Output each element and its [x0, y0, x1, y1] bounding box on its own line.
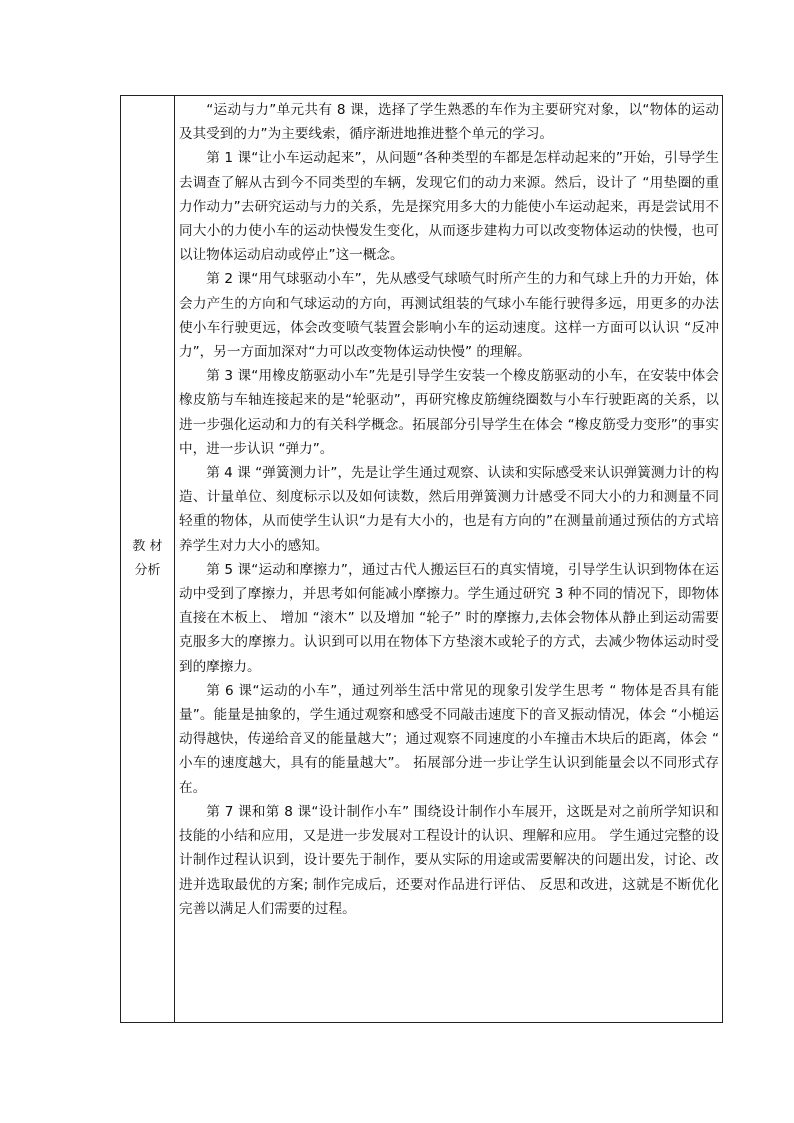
paragraph-intro: “运动与力”单元共有 8 课，选择了学生熟悉的车作为主要研究对象，以“物体的运动及其受到的力”为主要线索，循序渐进地推进整个单元的学习。: [179, 102, 719, 143]
paragraph-lesson-3: 第 3 课“用橡皮筋驱动小车”先是引导学生安装一个橡皮筋驱动的小车，在安装中体会橡皮筋与车轴连接起来的是“轮驱动”，再研究橡皮筋缠绕圈数与小车行驶距离的关系，以进一步强化运动和力的有关科学概念。拓展部分引导学生在体会 “橡皮筋受力变形”的事实中，进一步认识 “弹力”。: [179, 368, 719, 457]
paragraph-lesson-1: 第 1 课“让小车运动起来”，从问题“各种类型的车都是怎样动起来的”开始，引导学生去调查了解从古到今不同类型的车辆，发现它们的动力来源。然后，设计了 “用垫圈的重力作动力”去研究运动与力的关系，先是探究用多大的力能使小车运动起来，再是尝试用不同大小的力使小车的运动快慢发生变化，从而逐步建构力可以改变物体运动的快慢，也可以让物体运动启动或停止”这一概念。: [179, 150, 719, 264]
paragraph-lesson-2: 第 2 课“用气球驱动小车”，先从感受气球喷气时所产生的力和气球上升的力开始，体会力产生的方向和气球运动的方向，再测试组装的气球小车能行驶得多远，用更多的办法使小车行驶更远，体会改变喷气装置会影响小车的运动速度。这样一方面可以认识 “反冲力”，另一方面加深对“力可以改变物体运动快慢” 的理解。: [179, 271, 719, 361]
paragraph-lesson-4: 第 4 课 “弹簧测力计”，先是让学生通过观察、认读和实际感受来认识弹簧测力计的构造、计量单位、刻度标示以及如何读数，然后用弹簧测力计感受不同大小的力和测量不同轻重的物体，从而使学生认识“力是有大小的，也是有方向的”在测量前通过预估的方式培养学生对力大小的感知。: [179, 465, 719, 554]
paragraph-lesson-7-8: 第 7 课和第 8 课“设计制作小车” 围绕设计制作小车展开，这既是对之前所学知识和技能的小结和应用，又是进一步发展对工程设计的认识、理解和应用。 学生通过完整的设计制作过程认识到，设计要先于制作，要从实际的用途或需要解决的问题出发，讨论、改进并选取最优的方案; 制作完成后，还要对作品进行评估、 反思和改进，这就是不断优化完善以满足人们需要的过程。: [179, 803, 719, 917]
content-cell: [175, 96, 722, 1022]
label-line-2: 分析: [134, 563, 161, 578]
paragraph-lesson-6: 第 6 课“运动的小车”，通过列举生活中常见的现象引发学生思考 “ 物体是否具有能量”。能量是抽象的，学生通过观察和感受不同敲击速度下的音叉振动情况，体会 “小槌运动得越快，传递给音叉的能量越大”；通过观察不同速度的小车撞击木块后的距离，体会 “ 小车的速度越大，具有的能量越大”。 拓展部分进一步让学生认识到能量会以不同形式存在。: [179, 682, 719, 796]
label-line-1: 教 材: [132, 539, 163, 554]
label-cell: [121, 96, 175, 1022]
analysis-table: [120, 95, 723, 1023]
paragraph-lesson-5: 第 5 课“运动和摩擦力”，通过古代人搬运巨石的真实情境，引导学生认识到物体在运动中受到了摩擦力，并思考如何能减小摩擦力。学生通过研究 3 种不同的情况下，即物体直接在木板上、 增加 “滚木” 以及增加 “轮子” 时的摩擦力,去体会物体从静止到运动需要克服多大的摩擦力。认识到可以用在物体下方垫滚木或轮子的方式，去减少物体运动时受到的摩擦力。: [179, 561, 719, 675]
